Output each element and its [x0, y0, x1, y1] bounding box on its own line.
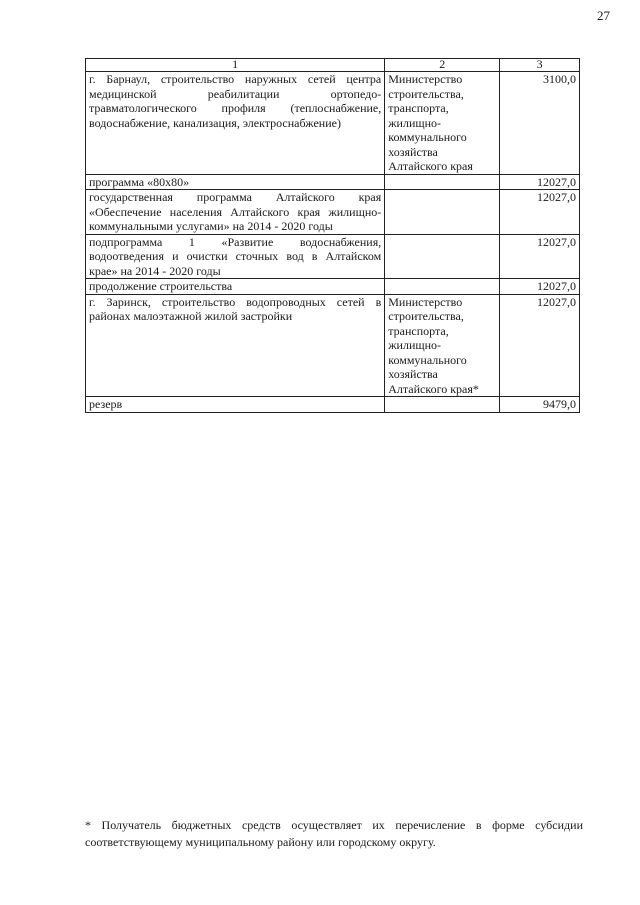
row-amount: 12027,0	[500, 234, 580, 279]
row-name: г. Барнаул, строительство наружных сетей центра медицинской реабилитации ортопедо-травматологического профиля (теплоснабжение, водоснабжение, канализация, электроснабжение)	[86, 72, 385, 175]
column-header-2: 2	[385, 59, 500, 72]
table-row	[86, 397, 580, 413]
column-header-3: 3	[500, 59, 580, 72]
row-amount: 3100,0	[500, 72, 580, 175]
row-amount: 12027,0	[500, 174, 580, 190]
row-organization	[385, 174, 500, 190]
footnote: * Получатель бюджетных средств осуществляет их перечисление в форме субсидии соответствующему муниципальному району или городскому округу.	[85, 818, 583, 849]
table-row	[86, 279, 580, 295]
row-name: резерв	[86, 397, 385, 413]
row-name: государственная программа Алтайского края «Обеспечение населения Алтайского края жилищно-коммунальными услугами» на 2014 - 2020 годы	[86, 190, 385, 235]
table-row	[86, 174, 580, 190]
row-amount: 9479,0	[500, 397, 580, 413]
row-organization: Министерство строительства, транспорта, жилищно-коммунального хозяйства Алтайского края*	[385, 294, 500, 397]
row-name: продолжение строительства	[86, 279, 385, 295]
budget-table	[85, 58, 580, 413]
table-row	[86, 190, 580, 235]
row-amount: 12027,0	[500, 279, 580, 295]
page-number: 27	[597, 8, 610, 23]
row-organization	[385, 279, 500, 295]
row-name: программа «80х80»	[86, 174, 385, 190]
row-amount: 12027,0	[500, 190, 580, 235]
row-amount: 12027,0	[500, 294, 580, 397]
table-row	[86, 72, 580, 175]
row-organization: Министерство строительства, транспорта, жилищно-коммунального хозяйства Алтайского края	[385, 72, 500, 175]
row-name: г. Заринск, строительство водопроводных сетей в районах малоэтажной жилой застройки	[86, 294, 385, 397]
row-name: подпрограмма 1 «Развитие водоснабжения, водоотведения и очистки сточных вод в Алтайском крае» на 2014 - 2020 годы	[86, 234, 385, 279]
column-header-1: 1	[86, 59, 385, 72]
row-organization	[385, 397, 500, 413]
table-row	[86, 234, 580, 279]
row-organization	[385, 234, 500, 279]
row-organization	[385, 190, 500, 235]
table-header-row	[86, 59, 580, 72]
table-row	[86, 294, 580, 397]
